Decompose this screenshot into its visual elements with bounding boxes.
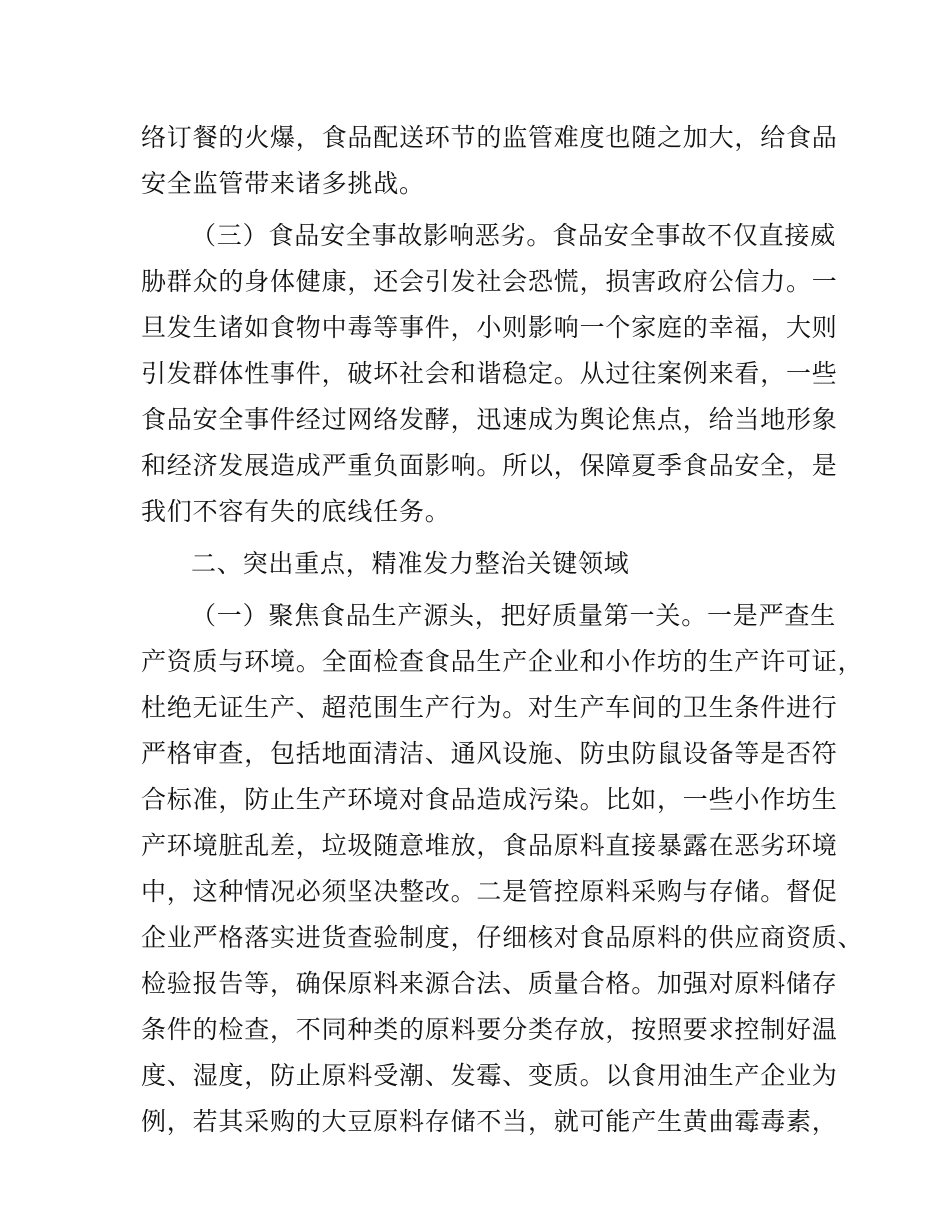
text-line: 食品安全事件经过网络发酵，迅速成为舆论焦点，给当地形象 bbox=[141, 405, 838, 434]
text-line: 和经济发展造成严重负面影响。所以，保障夏季食品安全，是 bbox=[141, 451, 838, 480]
text-line: 严格审查，包括地面清洁、通风设施、防虫防鼠设备等是否符 bbox=[141, 739, 838, 768]
text-line: 中，这种情况必须坚决整改。二是管控原料采购与存储。督促 bbox=[141, 877, 838, 906]
text-line: 产资质与环境。全面检查食品生产企业和小作坊的生产许可证， bbox=[141, 647, 864, 676]
text-line: 我们不容有失的底线任务。 bbox=[141, 497, 451, 526]
text-line: 杜绝无证生产、超范围生产行为。对生产车间的卫生条件进行 bbox=[141, 693, 838, 722]
text-line: 络订餐的火爆，食品配送环节的监管难度也随之加大，给食品 bbox=[141, 123, 838, 152]
text-line: 引发群体性事件，破坏社会和谐稳定。从过往案例来看，一些 bbox=[141, 359, 838, 388]
text-line: 例，若其采购的大豆原料存储不当，就可能产生黄曲霉毒素， bbox=[141, 1107, 838, 1136]
section-heading: （三）食品安全事故影响恶劣。食品安全事故不仅直接威 bbox=[191, 221, 837, 250]
text-line: 产环境脏乱差，垃圾随意堆放，食品原料直接暴露在恶劣环境 bbox=[141, 831, 838, 860]
text-line: 检验报告等，确保原料来源合法、质量合格。加强对原料储存 bbox=[141, 969, 838, 998]
text-line: 合标准，防止生产环境对食品造成污染。比如，一些小作坊生 bbox=[141, 785, 838, 814]
text-line: 度、湿度，防止原料受潮、发霉、变质。以食用油生产企业为 bbox=[141, 1061, 838, 1090]
text-line: 旦发生诸如食物中毒等事件，小则影响一个家庭的幸福，大则 bbox=[141, 313, 838, 342]
text-line: 条件的检查，不同种类的原料要分类存放，按照要求控制好温 bbox=[141, 1015, 838, 1044]
chapter-heading: 二、突出重点，精准发力整治关键领域 bbox=[191, 549, 630, 578]
text-line: 企业严格落实进货查验制度，仔细核对食品原料的供应商资质、 bbox=[141, 923, 864, 952]
text-line: 胁群众的身体健康，还会引发社会恐慌，损害政府公信力。一 bbox=[141, 267, 838, 296]
text-line: 安全监管带来诸多挑战。 bbox=[141, 169, 425, 198]
section-heading: （一）聚焦食品生产源头，把好质量第一关。一是严查生 bbox=[191, 601, 837, 630]
